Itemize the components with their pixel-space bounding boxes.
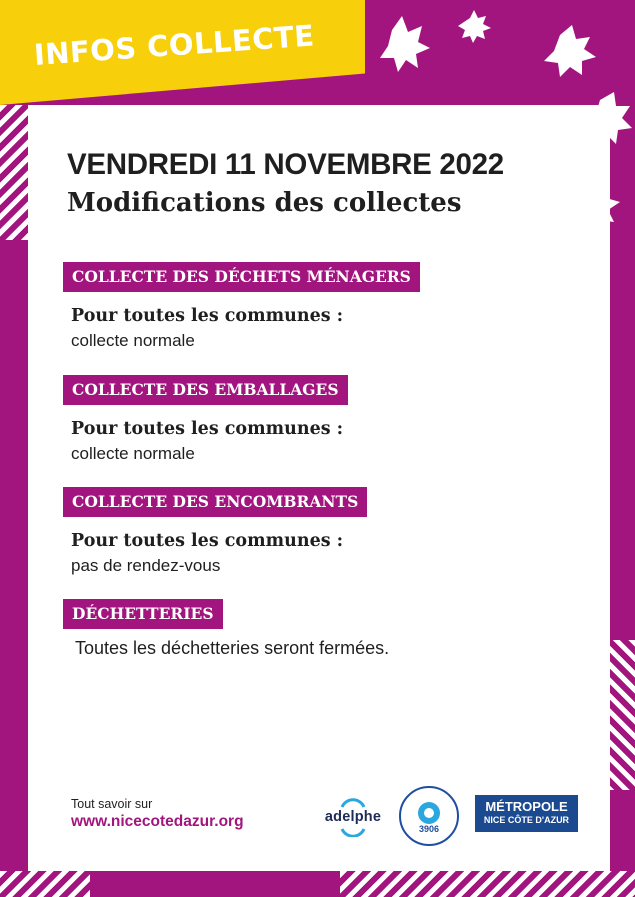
section-heading-encombrants: COLLECTE DES ENCOMBRANTS [63, 487, 367, 517]
stripe-pattern-bottom [340, 871, 635, 897]
metropole-title: MÉTROPOLE [485, 799, 568, 814]
section-text-dechetteries: Toutes les déchetteries seront fermées. [75, 638, 390, 658]
adelphe-wordmark: adelphe [324, 809, 382, 825]
footer-label: Tout savoir sur [71, 797, 153, 811]
section-heading-menagers: COLLECTE DES DÉCHETS MÉNAGERS [63, 262, 420, 292]
section-label-encombrants: Pour toutes les communes : [71, 531, 344, 551]
page-subtitle: Modifications des collectes [67, 188, 462, 218]
section-label-emballages: Pour toutes les communes : [71, 419, 344, 439]
section-heading-dechetteries: DÉCHETTERIES [63, 599, 223, 629]
date-heading: VENDREDI 11 NOVEMBRE 2022 [67, 148, 504, 181]
stripe-pattern-right [607, 640, 635, 790]
allo-mairies-seal-icon [398, 785, 460, 847]
adelphe-logo [318, 797, 388, 837]
section-heading-emballages: COLLECTE DES EMBALLAGES [63, 375, 348, 405]
metropole-subtitle: NICE CÔTE D'AZUR [483, 815, 570, 825]
allo-mairies-logo [398, 785, 460, 847]
stripe-pattern-bottom-left [0, 871, 90, 897]
metropole-logo [475, 795, 578, 832]
section-value-menagers: collecte normale [71, 331, 195, 350]
stripe-pattern-left [0, 105, 28, 240]
section-label-menagers: Pour toutes les communes : [71, 306, 344, 326]
allo-mairies-number: 3906 [418, 824, 440, 834]
section-value-emballages: collecte normale [71, 444, 195, 463]
website-link[interactable]: www.nicecotedazur.org [71, 813, 244, 830]
banner-title: INFOS COLLECTE [32, 18, 316, 72]
section-value-encombrants: pas de rendez-vous [71, 556, 221, 575]
